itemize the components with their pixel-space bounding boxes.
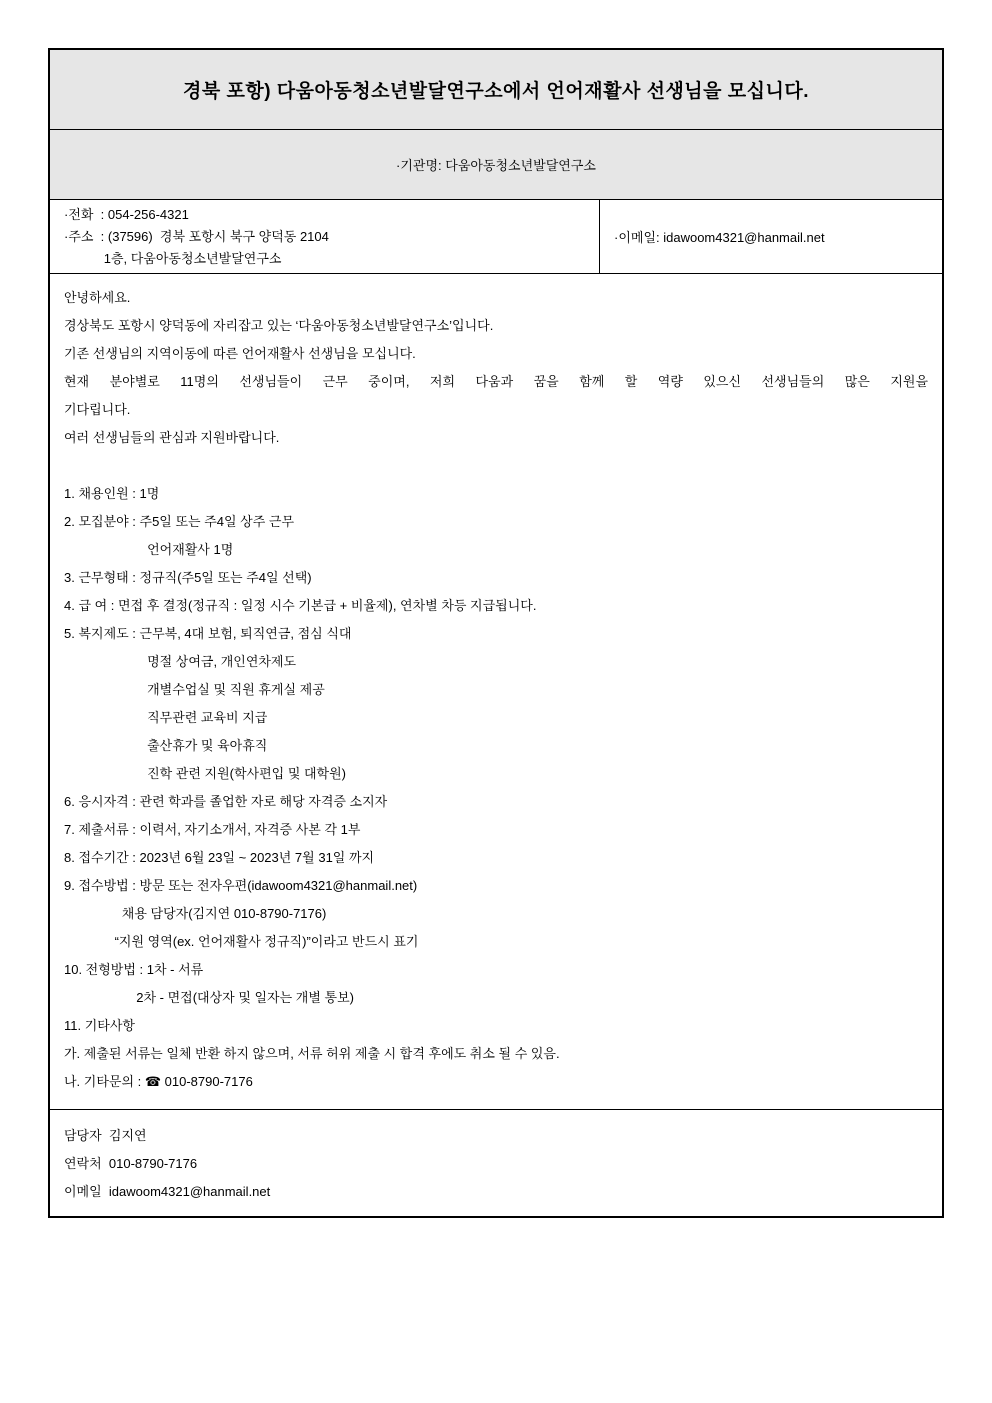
contact-phone-address-cell — [50, 200, 599, 273]
text-line: 나. 기타문의 : ☎ 010-8790-7176 — [64, 1074, 253, 1089]
text-line: 연락처 010-8790-7176 — [64, 1156, 198, 1171]
text-line: 가. 제출된 서류는 일체 반환 하지 않으며, 서류 허위 제출 시 합격 후에도 취소 될 수 있음. — [64, 1046, 560, 1061]
text-line: 경상북도 포항시 양덕동에 자리잡고 있는 ‘다움아동청소년발달연구소’입니다. — [64, 318, 494, 333]
text-line: 채용 담당자(김지연 010-8790-7176) — [64, 906, 327, 921]
text-line: 11. 기타사항 — [64, 1018, 135, 1033]
text-line: 언어재활사 1명 — [64, 542, 234, 557]
text-line: 9. 접수방법 : 방문 또는 전자우편(idawoom4321@hanmail.net) — [64, 878, 418, 893]
text-line: 1층, 다움아동청소년발달연구소 — [64, 250, 282, 266]
email-line: ·이메일: idawoom4321@hanmail.net — [614, 230, 825, 245]
text-line: 명절 상여금, 개인연차제도 — [64, 654, 297, 669]
org-name-row — [50, 130, 942, 200]
text-line: 2차 - 면접(대상자 및 일자는 개별 통보) — [64, 990, 354, 1005]
text-line: 1. 채용인원 : 1명 — [64, 486, 160, 501]
document-title: 경북 포항) 다움아동청소년발달연구소에서 언어재활사 선생님을 모십니다. — [183, 81, 809, 102]
text-line: 기존 선생님의 지역이동에 따른 언어재활사 선생님을 모십니다. — [64, 346, 416, 361]
text-line: 6. 응시자격 : 관련 학과를 졸업한 자로 해당 자격증 소지자 — [64, 794, 388, 809]
text-line: 직무관련 교육비 지급 — [64, 710, 268, 725]
text-line — [64, 452, 928, 480]
org-name-line: ·기관명: 다움아동청소년발달연구소 — [396, 158, 596, 173]
text-line: 4. 급 여 : 면접 후 결정(정규직 : 일정 시수 기본급 + 비율제), 연차별 차등 지급됩니다. — [64, 598, 537, 613]
text-line: 현재 분야별로 11명의 선생님들이 근무 중이며, 저희 다움과 꿈을 함께 할 역량 있으신 선생님들의 많은 지원을 — [64, 374, 928, 389]
text-line: 여러 선생님들의 관심과 지원바랍니다. — [64, 430, 280, 445]
contact-row — [50, 200, 942, 274]
text-line: “지원 영역(ex. 언어재활사 정규직)”이라고 반드시 표기 — [64, 934, 419, 949]
footer-contact-block — [50, 1110, 942, 1216]
text-line: 5. 복지제도 : 근무복, 4대 보험, 퇴직연금, 점심 식대 — [64, 626, 352, 641]
text-line: 담당자 김지연 — [64, 1128, 147, 1143]
text-line: 8. 접수기간 : 2023년 6월 23일 ~ 2023년 7월 31일 까지 — [64, 850, 375, 865]
text-line: 10. 전형방법 : 1차 - 서류 — [64, 962, 204, 977]
job-posting-body — [50, 274, 942, 1110]
title-row — [50, 50, 942, 130]
text-line: ·주소 : (37596) 경북 포항시 북구 양덕동 2104 — [64, 228, 329, 244]
text-line: 7. 제출서류 : 이력서, 자기소개서, 자격증 사본 각 1부 — [64, 822, 361, 837]
text-line: 기다립니다. — [64, 402, 131, 417]
text-line: 개별수업실 및 직원 휴게실 제공 — [64, 682, 325, 697]
text-line: 안녕하세요. — [64, 290, 131, 305]
text-line: 출산휴가 및 육아휴직 — [64, 738, 268, 753]
text-line: ·전화 : 054-256-4321 — [64, 206, 189, 222]
text-line: 진학 관련 지원(학사편입 및 대학원) — [64, 766, 346, 781]
contact-email-cell — [599, 200, 942, 273]
text-line: 3. 근무형태 : 정규직(주5일 또는 주4일 선택) — [64, 570, 312, 585]
job-posting-table — [48, 48, 944, 1218]
text-line: 이메일 idawoom4321@hanmail.net — [64, 1184, 271, 1199]
text-line: 2. 모집분야 : 주5일 또는 주4일 상주 근무 — [64, 514, 295, 529]
